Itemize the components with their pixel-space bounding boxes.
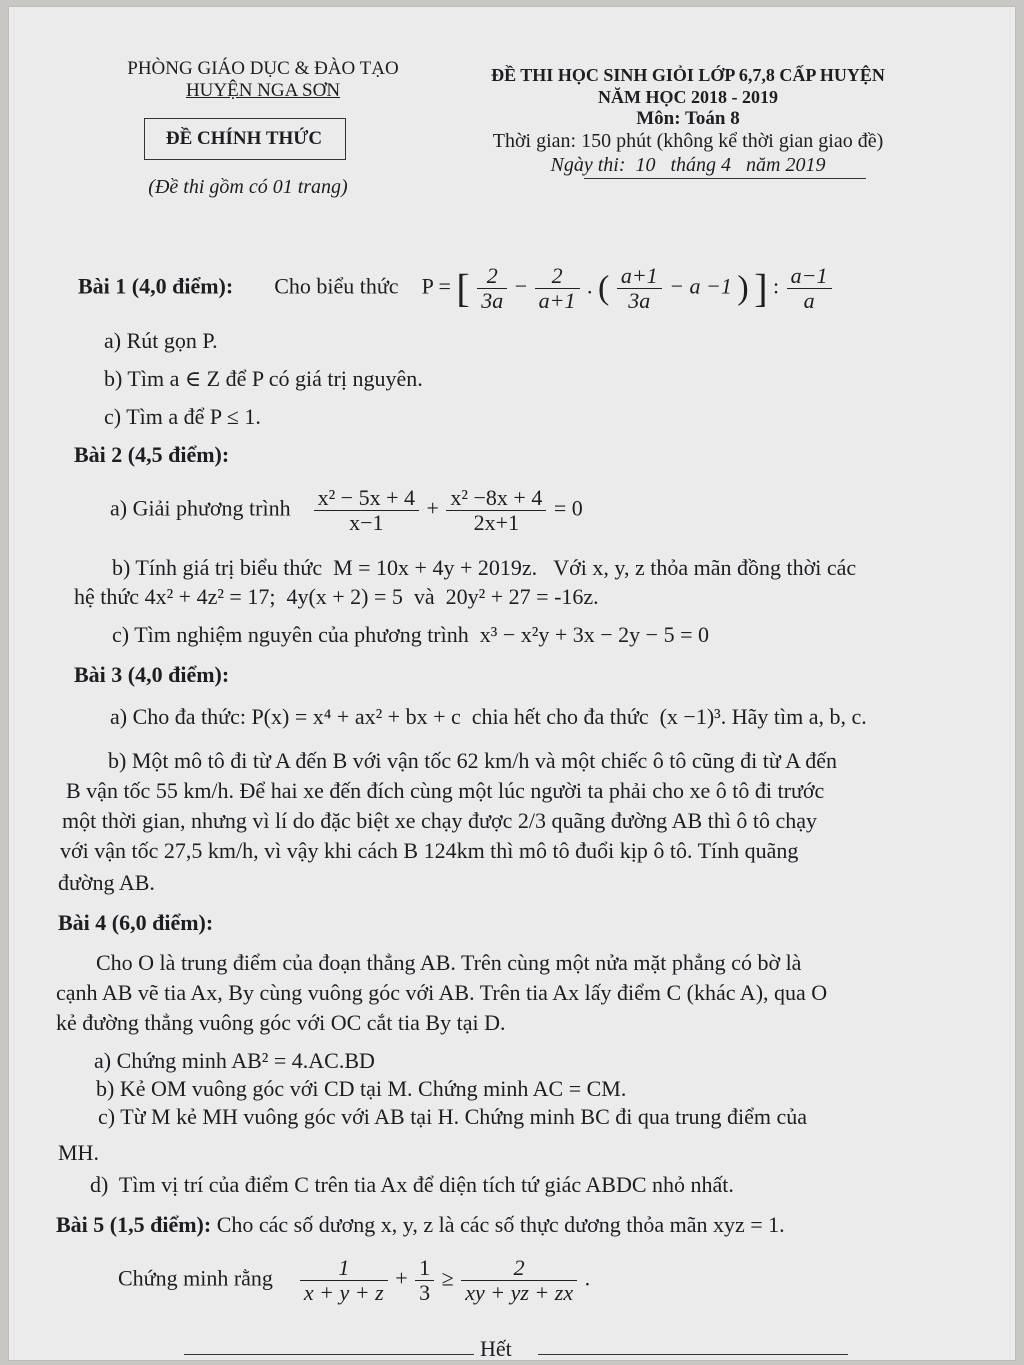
bai4-line3: kẻ đường thẳng vuông góc với OC cắt tia By tại D. <box>56 1010 506 1035</box>
bai1-intro: Cho biểu thức <box>274 273 399 299</box>
pages-note: (Đề thi gồm có 01 trang) <box>148 176 348 198</box>
bai3-b-line2: B vận tốc 55 km/h. Để hai xe đến đích cùng một lúc người ta phải cho xe ô tô đi trước <box>66 778 825 803</box>
bai2-a-frac2: $\frac{\text{x² −8x + 4}}{2x+1}$ <box>446 486 546 535</box>
school-year: NĂM HỌC 2018 - 2019 <box>598 87 778 107</box>
bai3-b-line4: với vận tốc 27,5 km/h, vì vậy khi cách B 124km thì mô tô đuổi kịp ô tô. Tính quãng <box>60 838 799 863</box>
date-underline <box>584 178 866 179</box>
exam-date: Ngày thi: 10 tháng 4 năm 2019 <box>550 154 826 176</box>
bai1-b: b) Tìm a ∈ Z để P có giá trị nguyên. <box>104 366 423 391</box>
bai5-inequality: Chứng minh rằng $\frac{1}{x + y + z}$ + $\frac{1}{3}$ ≥ $\frac{2}{xy + yz + zx}$ . <box>118 1255 591 1305</box>
bai1-frac4: $\frac{a-1}{a}$ <box>787 264 832 313</box>
bai4-title: Bài 4 (6,0 điểm): <box>58 910 214 935</box>
bai3-title: Bài 3 (4,0 điểm): <box>74 662 230 687</box>
bai3-b-line1: b) Một mô tô đi từ A đến B với vận tốc 62 km/h và một chiếc ô tô cũng đi từ A đến <box>108 748 838 773</box>
bai1-frac2: $\frac{2}{a+1}$ <box>535 264 580 313</box>
bai4-a: a) Chứng minh AB² = 4.AC.BD <box>94 1048 375 1073</box>
bai3-b-line3: một thời gian, nhưng vì lí do đặc biệt xe chạy được 2/3 quãng đường AB thì ô tô chạy <box>62 808 818 833</box>
bai2-a-label: a) Giải phương trình <box>110 495 291 521</box>
subject: Môn: Toán 8 <box>636 108 740 129</box>
time-limit: Thời gian: 150 phút (không kể thời gian giao đề) <box>492 130 884 152</box>
bai4-d: d) Tìm vị trí của điểm C trên tia Ax để diện tích tứ giác ABDC nhỏ nhất. <box>90 1172 734 1197</box>
bai1-frac1: $\frac{2}{3a}$ <box>477 264 507 313</box>
footer-line-left <box>184 1354 474 1355</box>
bai1-c: c) Tìm a để P ≤ 1. <box>104 404 261 429</box>
department-name: PHÒNG GIÁO DỤC & ĐÀO TẠO <box>127 58 399 79</box>
bai1-row: Bài 1 (4,0 điểm): Cho biểu thức P = [ $\frac{2}{3a}$ − $\frac{2}{a+1}$ . ( $\frac{a+1}{3a}$ − a −1 ) ] : $\frac{a-1}{a}$ <box>78 264 834 313</box>
bai4-c-line2: MH. <box>58 1140 99 1165</box>
bai5-intro: Cho các số dương x, y, z là các số thực dương thỏa mãn xyz = 1. <box>216 1212 785 1237</box>
left-bracket: [ <box>456 265 470 311</box>
bai1-p-lhs: P = <box>421 273 451 299</box>
end-label: Hết <box>480 1336 512 1361</box>
bai2-a-row: a) Giải phương trình $\frac{\text{x² − 5x + 4}}{x-1}$ + $\frac{\text{x² −8x + 4}}{2x+1}$ = 0 <box>110 485 583 535</box>
right-paren: ) <box>737 269 749 307</box>
exam-title: ĐỀ THI HỌC SINH GIỎI LỚP 6,7,8 CẤP HUYỆN <box>491 65 885 85</box>
bai1-tail: − a −1 <box>669 273 732 299</box>
bai3-b-line5: đường AB. <box>58 870 155 895</box>
bai5-prove: Chứng minh rằng <box>118 1265 273 1291</box>
right-bracket: ] <box>754 265 768 311</box>
bai1-title: Bài 1 (4,0 điểm): <box>78 273 234 299</box>
official-label: ĐỀ CHÍNH THỨC <box>165 128 323 149</box>
bai5-row <box>56 1210 785 1240</box>
bai4-b: b) Kẻ OM vuông góc với CD tại M. Chứng minh AC = CM. <box>96 1076 627 1101</box>
bai2-b-line1: b) Tính giá trị biểu thức M = 10x + 4y + 2019z. Với x, y, z thỏa mãn đồng thời các <box>112 555 857 580</box>
bai1-a: a) Rút gọn P. <box>104 328 218 353</box>
bai2-b-line2: hệ thức 4x² + 4z² = 17; 4y(x + 2) = 5 và 20y² + 27 = -16z. <box>74 584 599 609</box>
bai5-frac2: $\frac{1}{3}$ <box>415 1256 434 1305</box>
bai4-line1: Cho O là trung điểm của đoạn thẳng AB. Trên cùng một nửa mặt phẳng có bờ là <box>96 950 802 975</box>
bai4-line2: cạnh AB vẽ tia Ax, By cùng vuông góc với AB. Trên tia Ax lấy điểm C (khác A), qua O <box>56 980 828 1005</box>
bai5-title: Bài 5 (1,5 điểm): <box>56 1212 212 1237</box>
bai2-a-frac1: $\frac{\text{x² − 5x + 4}}{x-1}$ <box>314 486 419 535</box>
district-name: HUYỆN NGA SƠN <box>185 80 341 101</box>
bai3-a: a) Cho đa thức: P(x) = x⁴ + ax² + bx + c chia hết cho đa thức (x −1)³. Hãy tìm a, b, c. <box>110 704 867 729</box>
bai1-frac3: $\frac{a+1}{3a}$ <box>617 264 662 313</box>
exam-sheet <box>8 6 1016 1361</box>
bai2-title: Bài 2 (4,5 điểm): <box>74 442 230 467</box>
bai5-frac3: $\frac{2}{xy + yz + zx}$ <box>461 1256 577 1305</box>
bai2-c: c) Tìm nghiệm nguyên của phương trình x³ − x²y + 3x − 2y − 5 = 0 <box>112 622 709 647</box>
footer-line-right <box>538 1354 848 1355</box>
left-paren: ( <box>598 269 610 307</box>
bai4-c-line1: c) Từ M kẻ MH vuông góc với AB tại H. Chứng minh BC đi qua trung điểm của <box>98 1104 808 1129</box>
bai5-frac1: $\frac{1}{x + y + z}$ <box>300 1256 388 1305</box>
